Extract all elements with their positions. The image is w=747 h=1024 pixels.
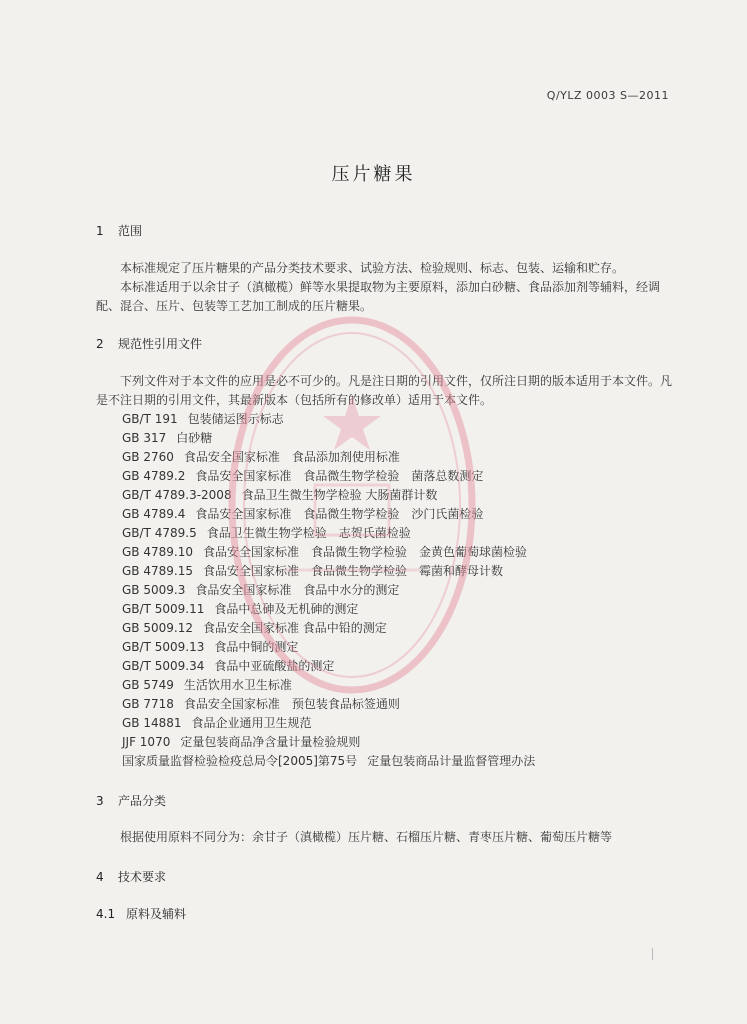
reference-item bbox=[122, 619, 535, 638]
reference-item bbox=[122, 733, 535, 752]
section-2-heading bbox=[96, 335, 202, 352]
section-title: 产品分类 bbox=[118, 794, 167, 808]
section-title: 技术要求 bbox=[118, 870, 167, 884]
section-number: 3 bbox=[96, 794, 104, 808]
section-3-text: 根据使用原料不同分为：余甘子（滇橄榄）压片糖、石榴压片糖、青枣压片糖、葡萄压片糖等 bbox=[120, 830, 613, 844]
reference-title: 食品中铜的测定 bbox=[214, 640, 299, 654]
reference-code: GB 2760 bbox=[122, 450, 174, 464]
reference-title: 食品安全国家标准 食品微生物学检验 沙门氏菌检验 bbox=[195, 507, 484, 521]
reference-item bbox=[122, 695, 535, 714]
reference-item bbox=[122, 638, 535, 657]
section-number: 1 bbox=[96, 224, 104, 238]
reference-item bbox=[122, 486, 535, 505]
reference-title: 食品安全国家标准 食品添加剂使用标准 bbox=[183, 450, 400, 464]
reference-code: GB 317 bbox=[122, 431, 167, 445]
reference-title: 定量包装商品计量监督管理办法 bbox=[367, 754, 536, 768]
subsection-title: 原料及辅料 bbox=[126, 907, 187, 921]
reference-code: GB 4789.2 bbox=[122, 469, 186, 483]
reference-code: JJF 1070 bbox=[122, 735, 171, 749]
reference-title: 食品中亚硫酸盐的测定 bbox=[214, 659, 335, 673]
reference-title: 食品安全国家标准 预包装食品标签通则 bbox=[183, 697, 400, 711]
section-2-intro: 下列文件对于本文件的应用是必不可少的。凡是注日期的引用文件，仅所注日期的版本适用于本文件。凡是不注日期的引用文件，其最新版本（包括所有的修改单）适用于本文件。 bbox=[96, 374, 673, 407]
reference-title: 食品企业通用卫生规范 bbox=[191, 716, 312, 730]
section-title: 规范性引用文件 bbox=[118, 337, 203, 351]
reference-code: GB/T 5009.34 bbox=[122, 659, 205, 673]
reference-item bbox=[122, 543, 535, 562]
reference-item bbox=[122, 714, 535, 733]
reference-code: GB 5009.12 bbox=[122, 621, 193, 635]
section-number: 2 bbox=[96, 337, 104, 351]
reference-code: GB 4789.15 bbox=[122, 564, 193, 578]
subsection-4-1-heading bbox=[96, 905, 186, 922]
reference-item bbox=[122, 505, 535, 524]
reference-title: 定量包装商品净含量计量检验规则 bbox=[180, 735, 361, 749]
reference-item bbox=[122, 581, 535, 600]
reference-title: 食品安全国家标准 食品中铅的测定 bbox=[202, 621, 387, 635]
standard-code: Q/YLZ 0003 S—2011 bbox=[546, 89, 669, 102]
reference-code: GB/T 5009.13 bbox=[122, 640, 205, 654]
section-title: 范围 bbox=[118, 224, 143, 238]
subsection-number: 4.1 bbox=[96, 907, 116, 921]
reference-code: 国家质量监督检验检疫总局令[2005]第75号 bbox=[122, 754, 358, 768]
section-number: 4 bbox=[96, 870, 104, 884]
reference-code: GB 7718 bbox=[122, 697, 174, 711]
reference-code: GB/T 4789.3-2008 bbox=[122, 488, 232, 502]
reference-code: GB/T 5009.11 bbox=[122, 602, 205, 616]
reference-title: 食品中总砷及无机砷的测定 bbox=[214, 602, 359, 616]
reference-item bbox=[122, 467, 535, 486]
section-4-heading bbox=[96, 868, 166, 885]
page-edge-mark bbox=[652, 948, 653, 960]
reference-code: GB 4789.4 bbox=[122, 507, 186, 521]
reference-item bbox=[122, 562, 535, 581]
section-1-paragraph-1: 本标准规定了压片糖果的产品分类技术要求、试验方法、检验规则、标志、包装、运输和贮存。 bbox=[120, 261, 625, 275]
reference-code: GB 14881 bbox=[122, 716, 182, 730]
reference-code: GB 4789.10 bbox=[122, 545, 193, 559]
reference-item bbox=[122, 429, 535, 448]
reference-title: 食品安全国家标准 食品微生物学检验 霉菌和酵母计数 bbox=[202, 564, 503, 578]
reference-title: 食品卫生微生物学检验 志贺氏菌检验 bbox=[206, 526, 411, 540]
reference-code: GB 5009.3 bbox=[122, 583, 186, 597]
reference-title: 生活饮用水卫生标准 bbox=[183, 678, 292, 692]
reference-item bbox=[122, 676, 535, 695]
reference-item bbox=[122, 600, 535, 619]
reference-item bbox=[122, 410, 535, 429]
reference-item bbox=[122, 657, 535, 676]
reference-title: 食品安全国家标准 食品微生物学检验 菌落总数测定 bbox=[195, 469, 484, 483]
reference-code: GB 5749 bbox=[122, 678, 174, 692]
reference-code: GB/T 4789.5 bbox=[122, 526, 197, 540]
reference-title: 食品卫生微生物学检验 大肠菌群计数 bbox=[241, 488, 438, 502]
reference-title: 包装储运图示标志 bbox=[187, 412, 284, 426]
reference-item bbox=[122, 448, 535, 467]
reference-item bbox=[122, 752, 535, 771]
reference-title: 食品安全国家标准 食品中水分的测定 bbox=[195, 583, 400, 597]
section-1-paragraph-2: 本标准适用于以余甘子（滇橄榄）鲜等水果提取物为主要原料，添加白砂糖、食品添加剂等辅料，经调配、混合、压片、包装等工艺加工制成的压片糖果。 bbox=[96, 280, 661, 313]
reference-item bbox=[122, 524, 535, 543]
reference-title: 白砂糖 bbox=[176, 431, 213, 445]
section-1-heading bbox=[96, 222, 142, 239]
reference-title: 食品安全国家标准 食品微生物学检验 金黄色葡萄球菌检验 bbox=[202, 545, 527, 559]
reference-code: GB/T 191 bbox=[122, 412, 178, 426]
section-3-heading bbox=[96, 792, 166, 809]
reference-list bbox=[122, 410, 535, 771]
document-title: 压片糖果 bbox=[331, 164, 416, 185]
